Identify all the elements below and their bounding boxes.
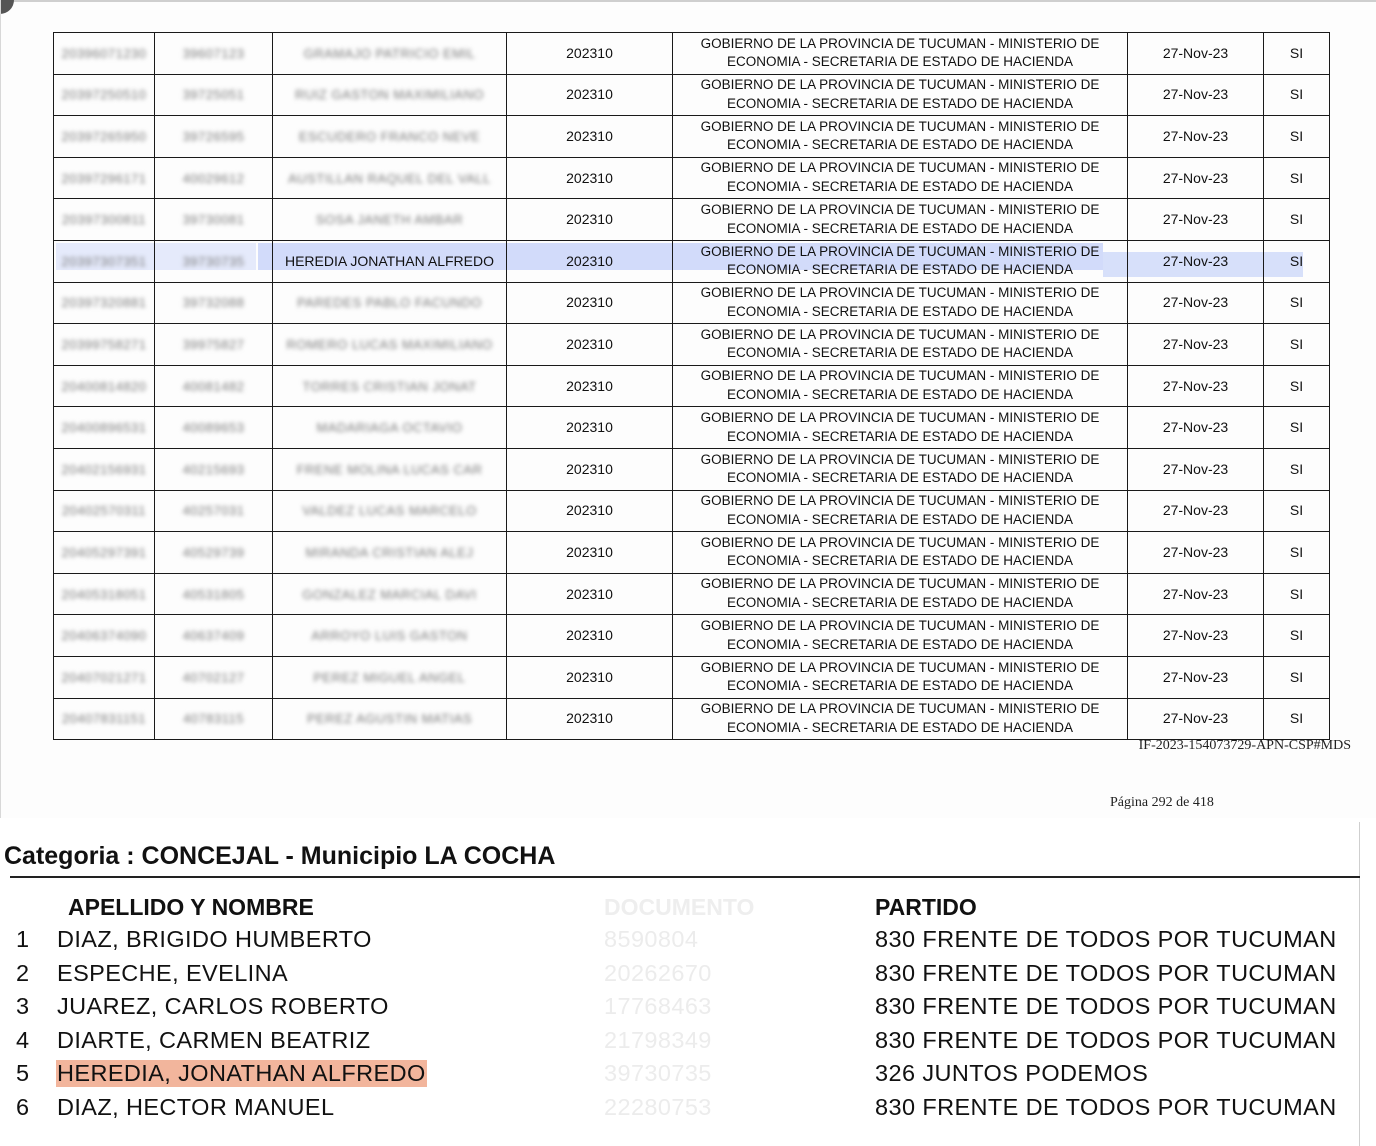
period-cell-text: 202310 [566,211,613,228]
dni-cell [155,33,273,75]
flag-cell [1264,282,1330,324]
date-cell [1128,157,1264,199]
date-cell [1128,698,1264,740]
candidate-party: 830 FRENTE DE TODOS POR TUCUMAN [875,993,1337,1020]
period-cell-text: 202310 [566,294,613,311]
name-cell [273,365,507,407]
flag-cell [1264,33,1330,75]
date-cell [1128,116,1264,158]
dni-cell-text: 40531805 [182,586,245,602]
flag-cell-text: SI [1289,86,1304,103]
cuil-cell-text: 20399758271 [61,337,147,352]
flag-cell-text: SI [1289,336,1304,352]
name-cell [273,573,507,615]
period-cell [507,532,673,574]
flag-cell-text: SI [1289,419,1304,436]
candidate-number: 2 [16,959,30,986]
cuil-cell-text: 20405318051 [61,586,147,602]
cuil-cell-text: 20405297391 [61,544,147,560]
dni-cell-text: 40637409 [182,628,245,644]
name-cell [273,448,507,490]
name-cell [273,33,507,75]
candidate-name: ESPECHE, EVELINA [57,959,289,986]
cuil-cell [54,74,155,116]
dni-cell [155,240,273,282]
name-cell [273,199,507,241]
flag-cell-text: SI [1289,585,1304,602]
name-cell [273,157,507,199]
flag-cell-text: SI [1289,502,1304,519]
list-item [0,960,1360,993]
name-cell [273,407,507,449]
entity-cell [673,573,1128,615]
candidate-number: 6 [16,1094,30,1120]
category-divider [10,876,1360,878]
list-item [0,926,1360,959]
name-cell-text: FRENE MOLINA LUCAS CAR [296,461,483,477]
table-row [54,656,1330,698]
entity-cell-text: GOBIERNO DE LA PROVINCIA DE TUCUMAN - MINISTERIO DE ECONOMIA - SECRETARIA DE ESTADO DE HACIENDA [700,160,1100,195]
candidate-name: DIARTE, CARMEN BEATRIZ [57,1026,371,1053]
dni-cell [155,573,273,615]
entity-cell [673,448,1128,490]
period-cell [507,240,673,282]
entity-cell-text: GOBIERNO DE LA PROVINCIA DE TUCUMAN - MINISTERIO DE ECONOMIA - SECRETARIA DE ESTADO DE HACIENDA [700,285,1100,319]
dni-cell-text: 39726595 [182,129,245,145]
date-cell-text: 27-Nov-23 [1162,460,1229,477]
flag-cell-text: SI [1289,169,1304,186]
dni-cell [155,324,273,366]
cuil-cell [54,116,155,158]
period-cell-text: 202310 [566,668,613,685]
name-cell-text: RUIZ GASTON MAXIMILIANO [295,87,484,103]
name-cell-text: GRAMAJO PATRICIO EMIL [303,45,476,61]
date-cell-text: 27-Nov-23 [1162,252,1229,269]
dni-cell-text: 40029612 [182,170,245,186]
candidate-party: 830 FRENTE DE TODOS POR TUCUMAN [875,1026,1337,1053]
dni-cell [155,448,273,490]
candidate-document: 20262670 [604,959,712,986]
candidate-party: 326 JUNTOS PODEMOS [875,1060,1149,1087]
date-cell-text: 27-Nov-23 [1162,585,1229,602]
name-cell-text: PEREZ AGUSTIN MATIAS [306,711,473,727]
cuil-cell [54,407,155,449]
period-cell [507,656,673,698]
table-row [54,199,1330,241]
candidate-name: HEREDIA, JONATHAN ALFREDO [57,1060,426,1087]
payroll-table-body [54,33,1330,740]
cuil-cell-text: 20402570311 [61,503,147,519]
candidate-party: 830 FRENTE DE TODOS POR TUCUMAN [875,959,1337,986]
entity-cell [673,116,1128,158]
entity-cell-text: GOBIERNO DE LA PROVINCIA DE TUCUMAN - MINISTERIO DE ECONOMIA - SECRETARIA DE ESTADO DE HACIENDA [700,617,1100,652]
flag-cell [1264,199,1330,241]
table-row [54,448,1330,490]
entity-cell [673,490,1128,532]
dni-cell-text: 39730735 [182,253,245,269]
name-cell-text: SOSA JANETH AMBAR [315,212,464,228]
flag-cell-text: SI [1289,377,1304,394]
name-cell-text: GONZALEZ MARCIAL DAVI [302,586,477,602]
document-id: IF-2023-154073729-APN-CSP#MDS [1138,738,1351,753]
list-item [0,1027,1360,1060]
table-row [54,573,1330,615]
flag-cell-text: SI [1289,460,1304,477]
cuil-cell-text: 20397265950 [61,129,147,145]
entity-cell [673,240,1128,282]
cuil-cell [54,33,155,75]
page-number: Página 292 de 418 [1110,795,1214,810]
flag-cell [1264,324,1330,366]
entity-cell [673,532,1128,574]
cuil-cell-text: 20400814820 [61,378,147,394]
cuil-cell [54,240,155,282]
table-row [54,532,1330,574]
table-row [54,157,1330,199]
entity-cell [673,33,1128,75]
entity-cell-text: GOBIERNO DE LA PROVINCIA DE TUCUMAN - MINISTERIO DE ECONOMIA - SECRETARIA DE ESTADO DE HACIENDA [700,118,1100,153]
entity-cell-text: GOBIERNO DE LA PROVINCIA DE TUCUMAN - MINISTERIO DE ECONOMIA - SECRETARIA DE ESTADO DE HACIENDA [700,35,1100,70]
dni-cell [155,74,273,116]
table-row [54,490,1330,532]
page-top-edge [0,0,1376,2]
period-cell-text: 202310 [566,128,613,145]
list-item [0,1094,1360,1127]
cuil-cell [54,365,155,407]
date-cell [1128,199,1264,241]
flag-cell-text: SI [1289,211,1304,228]
date-cell [1128,532,1264,574]
period-cell [507,615,673,657]
dni-cell-text: 39607123 [182,45,245,61]
table-row [54,365,1330,407]
entity-cell-text: GOBIERNO DE LA PROVINCIA DE TUCUMAN - MINISTERIO DE ECONOMIA - SECRETARIA DE ESTADO DE HACIENDA [700,451,1100,486]
period-cell [507,199,673,241]
date-cell-text: 27-Nov-23 [1162,211,1229,228]
cuil-cell [54,573,155,615]
date-cell [1128,365,1264,407]
candidate-document: 39730735 [604,1060,712,1087]
cuil-cell-text: 20400896531 [61,420,147,436]
cuil-cell [54,698,155,740]
date-cell [1128,615,1264,657]
entity-cell [673,324,1128,366]
category-title: Categoria : CONCEJAL - Municipio LA COCHA [4,842,556,870]
name-cell [273,698,507,740]
flag-cell [1264,365,1330,407]
candidate-name: DIAZ, BRIGIDO HUMBERTO [57,926,372,952]
dni-cell-text: 40081482 [182,378,245,394]
period-cell [507,365,673,407]
name-cell-text: AUSTILLAN RAQUEL DEL VALL [288,170,491,186]
entity-cell [673,74,1128,116]
flag-cell-text: SI [1289,543,1304,560]
date-cell-text: 27-Nov-23 [1162,627,1229,644]
flag-cell [1264,74,1330,116]
name-cell [273,615,507,657]
flag-cell-text: SI [1289,294,1304,311]
table-row [54,615,1330,657]
date-cell-text: 27-Nov-23 [1162,128,1229,145]
candidate-list-page [0,822,1376,1146]
period-cell [507,116,673,158]
dni-cell-text: 40089653 [182,420,245,436]
date-cell-text: 27-Nov-23 [1162,169,1229,186]
entity-cell-text: GOBIERNO DE LA PROVINCIA DE TUCUMAN - MINISTERIO DE ECONOMIA - SECRETARIA DE ESTADO DE HACIENDA [700,410,1100,444]
date-cell-text: 27-Nov-23 [1162,710,1229,727]
dni-cell-text: 39730081 [182,212,245,228]
cuil-cell-text: 20397320881 [61,295,147,311]
date-cell-text: 27-Nov-23 [1162,419,1229,436]
dni-cell-text: 40215693 [182,461,245,477]
period-cell-text: 202310 [566,543,613,560]
flag-cell-text: SI [1289,44,1304,61]
entity-cell [673,698,1128,740]
date-cell [1128,74,1264,116]
page-left-edge [0,0,1,818]
period-cell-text: 202310 [566,252,613,269]
dni-cell [155,656,273,698]
cuil-cell-text: 20406374090 [61,628,147,644]
name-cell-text: MADARIAGA OCTAVIO [316,420,463,436]
table-row [54,282,1330,324]
cuil-cell-text: 20397250510 [61,87,147,103]
entity-cell-text: GOBIERNO DE LA PROVINCIA DE TUCUMAN - MINISTERIO DE ECONOMIA - SECRETARIA DE ESTADO DE HACIENDA [700,243,1100,278]
cuil-cell-text: 20397307351 [61,253,147,269]
period-cell [507,490,673,532]
table-row [54,116,1330,158]
entity-cell-text: GOBIERNO DE LA PROVINCIA DE TUCUMAN - MINISTERIO DE ECONOMIA - SECRETARIA DE ESTADO DE HACIENDA [700,368,1100,403]
flag-cell [1264,532,1330,574]
date-cell [1128,656,1264,698]
table-row [54,240,1330,282]
flag-cell-text: SI [1289,128,1304,145]
date-cell [1128,407,1264,449]
flag-cell [1264,656,1330,698]
cuil-cell-text: 20407831151 [61,711,147,727]
date-cell [1128,33,1264,75]
entity-cell-text: GOBIERNO DE LA PROVINCIA DE TUCUMAN - MINISTERIO DE ECONOMIA - SECRETARIA DE ESTADO DE HACIENDA [700,77,1100,111]
flag-cell [1264,490,1330,532]
cuil-cell [54,532,155,574]
flag-cell-text: SI [1289,627,1304,644]
flag-cell [1264,448,1330,490]
flag-cell [1264,573,1330,615]
name-cell-text: HEREDIA JONATHAN ALFREDO [284,252,494,269]
dni-cell-text: 40702127 [182,669,245,685]
date-cell [1128,490,1264,532]
candidate-number: 3 [16,993,30,1020]
list-item [0,1060,1360,1093]
period-cell [507,33,673,75]
candidate-document: 8590804 [604,926,699,952]
name-cell-text: ARROYO LUIS GASTON [311,628,468,644]
table-row [54,33,1330,75]
date-cell [1128,448,1264,490]
period-cell-text: 202310 [566,86,613,103]
name-cell-text: PAREDES PABLO FACUNDO [297,295,482,311]
cuil-cell-text: 20402156931 [61,461,147,477]
period-cell [507,74,673,116]
dni-cell-text: 39732088 [182,295,245,311]
entity-cell-text: GOBIERNO DE LA PROVINCIA DE TUCUMAN - MINISTERIO DE ECONOMIA - SECRETARIA DE ESTADO DE HACIENDA [700,576,1100,611]
payroll-table [53,32,1330,740]
flag-cell-text: SI [1289,668,1304,685]
cuil-cell [54,615,155,657]
dni-cell [155,615,273,657]
flag-cell [1264,157,1330,199]
flag-cell-text: SI [1289,252,1304,269]
dni-cell [155,157,273,199]
period-cell-text: 202310 [566,502,613,519]
dni-cell [155,532,273,574]
candidate-name: JUAREZ, CARLOS ROBERTO [57,993,389,1020]
header-name: APELLIDO Y NOMBRE [68,894,314,920]
dni-cell [155,407,273,449]
name-cell [273,656,507,698]
period-cell-text: 202310 [566,710,613,727]
period-cell [507,573,673,615]
date-cell-text: 27-Nov-23 [1162,668,1229,685]
cuil-cell [54,282,155,324]
dni-cell [155,199,273,241]
name-cell-text: PEREZ MIGUEL ANGEL [313,669,466,685]
entity-cell [673,282,1128,324]
period-cell [507,282,673,324]
name-cell [273,74,507,116]
name-cell-text: ROMERO LUCAS MAXIMILIANO [286,337,493,352]
dni-cell-text: 40783115 [183,711,244,727]
name-cell-text: TORRES CRISTIAN JONAT [302,378,477,394]
entity-cell-text: GOBIERNO DE LA PROVINCIA DE TUCUMAN - MINISTERIO DE ECONOMIA - SECRETARIA DE ESTADO DE HACIENDA [700,326,1100,361]
entity-cell [673,157,1128,199]
date-cell [1128,324,1264,366]
dni-cell-text: 39725051 [182,87,245,103]
entity-cell [673,365,1128,407]
flag-cell-text: SI [1289,710,1304,727]
candidate-document: 22280753 [604,1094,712,1120]
flag-cell [1264,240,1330,282]
period-cell [507,407,673,449]
candidate-number: 5 [16,1060,30,1087]
period-cell [507,157,673,199]
flag-cell [1264,407,1330,449]
dni-cell [155,698,273,740]
entity-cell-text: GOBIERNO DE LA PROVINCIA DE TUCUMAN - MINISTERIO DE ECONOMIA - SECRETARIA DE ESTADO DE HACIENDA [700,202,1100,236]
entity-cell-text: GOBIERNO DE LA PROVINCIA DE TUCUMAN - MINISTERIO DE ECONOMIA - SECRETARIA DE ESTADO DE HACIENDA [700,493,1100,527]
cuil-cell [54,324,155,366]
period-cell-text: 202310 [566,627,613,644]
dni-cell [155,490,273,532]
entity-cell-text: GOBIERNO DE LA PROVINCIA DE TUCUMAN - MINISTERIO DE ECONOMIA - SECRETARIA DE ESTADO DE HACIENDA [700,701,1100,735]
cuil-cell [54,656,155,698]
dni-cell [155,116,273,158]
name-cell [273,116,507,158]
period-cell-text: 202310 [566,460,613,477]
candidate-number: 1 [16,926,30,952]
period-cell-text: 202310 [566,336,613,352]
entity-cell [673,199,1128,241]
name-cell-text: VALDEZ LUCAS MARCELO [302,503,477,519]
period-cell [507,698,673,740]
period-cell [507,324,673,366]
date-cell [1128,573,1264,615]
candidate-party: 830 FRENTE DE TODOS POR TUCUMAN [875,1094,1337,1120]
period-cell-text: 202310 [566,419,613,436]
cuil-cell-text: 20397296171 [61,170,147,186]
date-cell-text: 27-Nov-23 [1162,377,1229,394]
entity-cell-text: GOBIERNO DE LA PROVINCIA DE TUCUMAN - MINISTERIO DE ECONOMIA - SECRETARIA DE ESTADO DE HACIENDA [700,659,1100,694]
cuil-cell-text: 20397300811 [61,212,147,228]
cuil-cell [54,448,155,490]
period-cell-text: 202310 [566,44,613,61]
flag-cell [1264,116,1330,158]
header-party: PARTIDO [875,894,977,920]
dni-cell-text: 40529739 [182,544,245,560]
cuil-cell [54,199,155,241]
window-corner-icon [0,0,14,14]
date-cell-text: 27-Nov-23 [1162,294,1229,311]
flag-cell [1264,615,1330,657]
cuil-cell [54,490,155,532]
name-cell [273,324,507,366]
name-cell [273,490,507,532]
cuil-cell [54,157,155,199]
table-row [54,698,1330,740]
dni-cell [155,365,273,407]
date-cell [1128,240,1264,282]
date-cell-text: 27-Nov-23 [1162,44,1229,61]
table-row [54,324,1330,366]
entity-cell [673,656,1128,698]
table-row [54,407,1330,449]
name-cell-text: ESCUDERO FRANCO NEVE [298,129,481,145]
period-cell-text: 202310 [566,169,613,186]
candidate-document: 21798349 [604,1026,712,1053]
entity-cell-text: GOBIERNO DE LA PROVINCIA DE TUCUMAN - MINISTERIO DE ECONOMIA - SECRETARIA DE ESTADO DE HACIENDA [700,534,1100,569]
candidate-number: 4 [16,1026,30,1053]
dni-cell-text: 40257031 [182,503,245,519]
date-cell-text: 27-Nov-23 [1162,502,1229,519]
period-cell [507,448,673,490]
name-cell [273,532,507,574]
entity-cell [673,615,1128,657]
date-cell-text: 27-Nov-23 [1162,336,1229,352]
name-cell [273,240,507,282]
candidate-party: 830 FRENTE DE TODOS POR TUCUMAN [875,926,1337,952]
header-document: DOCUMENTO [604,894,755,920]
table-row [54,74,1330,116]
date-cell-text: 27-Nov-23 [1162,86,1229,103]
flag-cell [1264,698,1330,740]
candidate-name: DIAZ, HECTOR MANUEL [57,1094,335,1120]
period-cell-text: 202310 [566,585,613,602]
date-cell [1128,282,1264,324]
dni-cell-text: 39975827 [182,337,245,352]
cuil-cell-text: 20407021271 [61,669,147,685]
name-cell-text: MIRANDA CRISTIAN ALEJ [305,544,474,560]
dni-cell [155,282,273,324]
list-item [0,993,1360,1026]
date-cell-text: 27-Nov-23 [1162,543,1229,560]
candidate-document: 17768463 [604,993,712,1020]
name-cell [273,282,507,324]
period-cell-text: 202310 [566,377,613,394]
entity-cell [673,407,1128,449]
cuil-cell-text: 20396071230 [61,45,147,61]
